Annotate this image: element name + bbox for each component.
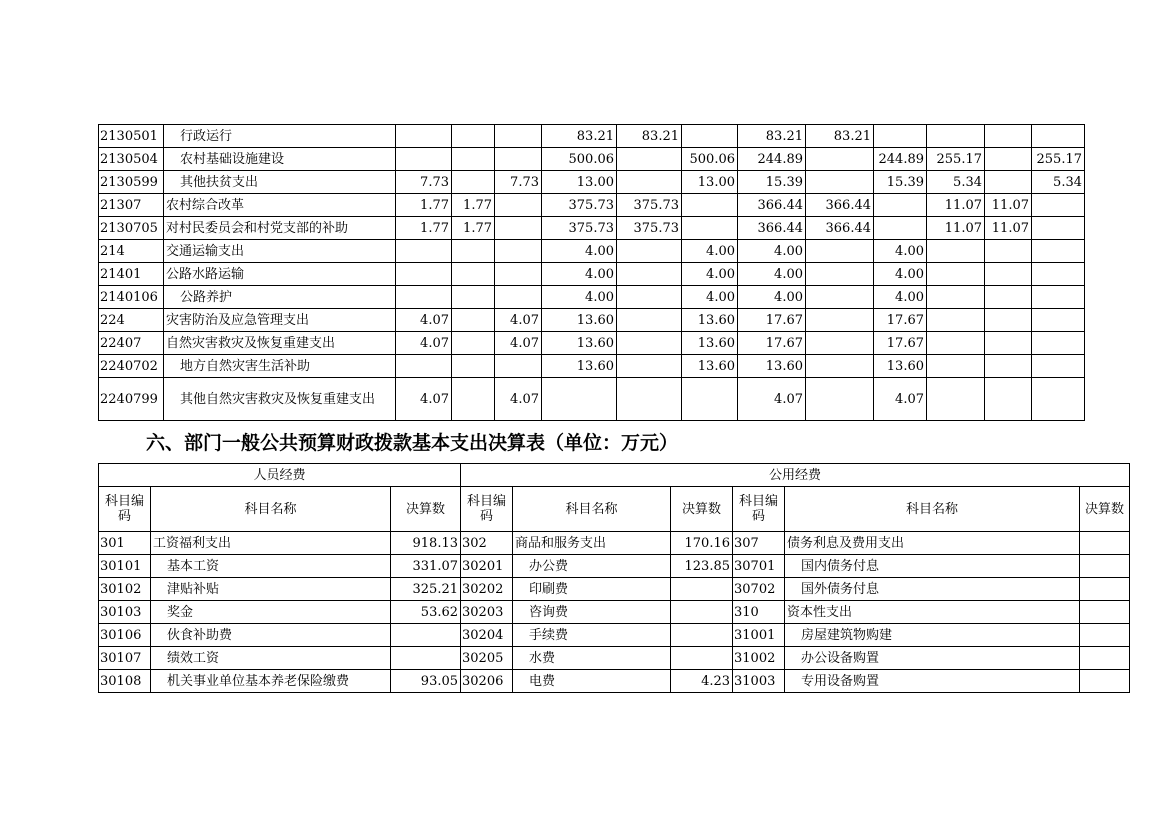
- col-name-header: 科目名称: [785, 487, 1080, 532]
- amount-cell: [927, 263, 985, 286]
- amount-cell: [495, 263, 542, 286]
- amount-cell: 1.77: [452, 217, 495, 240]
- amount-cell: [495, 125, 542, 148]
- amount-cell: [452, 263, 495, 286]
- table-row: [99, 217, 1135, 240]
- subject-name: 交通运输支出: [164, 240, 396, 263]
- table-row: [99, 601, 1130, 624]
- amount-cell: [985, 355, 1032, 378]
- amount-cell: 375.73: [542, 217, 617, 240]
- subject-name: 其他扶贫支出: [164, 171, 396, 194]
- subject-name: 国外债务付息: [785, 578, 1080, 601]
- col-code-header: 科目编码: [99, 487, 151, 532]
- amount-cell: 13.60: [682, 355, 738, 378]
- subject-name: 伙食补助费: [151, 624, 391, 647]
- amount-cell: [391, 647, 461, 670]
- amount-cell: [452, 125, 495, 148]
- amount-cell: 11.07: [985, 217, 1032, 240]
- subject-name: 印刷费: [513, 578, 671, 601]
- amount-cell: 375.73: [617, 217, 682, 240]
- amount-cell: [452, 171, 495, 194]
- amount-cell: [617, 332, 682, 355]
- amount-cell: [452, 148, 495, 171]
- subject-name: 商品和服务支出: [513, 532, 671, 555]
- subject-code: 30107: [99, 647, 151, 670]
- amount-cell: 255.17: [1032, 148, 1085, 171]
- amount-cell: [452, 309, 495, 332]
- subject-code: 31001: [733, 624, 785, 647]
- amount-cell: 4.00: [874, 240, 927, 263]
- amount-cell: 244.89: [738, 148, 806, 171]
- amount-cell: [671, 647, 733, 670]
- subject-name: 手续费: [513, 624, 671, 647]
- table-row: [99, 355, 1135, 378]
- amount-cell: 170.16: [671, 532, 733, 555]
- amount-cell: 500.06: [542, 148, 617, 171]
- amount-cell: 123.85: [671, 555, 733, 578]
- amount-cell: [1080, 647, 1130, 670]
- subject-name: 地方自然灾害生活补助: [164, 355, 396, 378]
- amount-cell: [1032, 125, 1085, 148]
- amount-cell: 53.62: [391, 601, 461, 624]
- table-row: [99, 532, 1130, 555]
- amount-cell: 4.07: [495, 309, 542, 332]
- amount-cell: [452, 378, 495, 421]
- amount-cell: 7.73: [396, 171, 452, 194]
- amount-cell: 15.39: [738, 171, 806, 194]
- subject-code: 30101: [99, 555, 151, 578]
- col-amount-header: 决算数: [671, 487, 733, 532]
- amount-cell: 4.07: [874, 378, 927, 421]
- amount-cell: 13.60: [542, 309, 617, 332]
- subject-name: 咨询费: [513, 601, 671, 624]
- amount-cell: 17.67: [738, 309, 806, 332]
- amount-cell: 13.60: [682, 332, 738, 355]
- amount-cell: 244.89: [874, 148, 927, 171]
- amount-cell: 4.07: [495, 332, 542, 355]
- subject-code: 30102: [99, 578, 151, 601]
- amount-cell: [806, 240, 874, 263]
- subject-name: 工资福利支出: [151, 532, 391, 555]
- amount-cell: 83.21: [542, 125, 617, 148]
- subject-code: 30701: [733, 555, 785, 578]
- subject-code: 307: [733, 532, 785, 555]
- amount-cell: [806, 148, 874, 171]
- amount-cell: [495, 355, 542, 378]
- subject-name: 资本性支出: [785, 601, 1080, 624]
- subject-name: 专用设备购置: [785, 670, 1080, 693]
- amount-cell: 13.60: [542, 332, 617, 355]
- subject-name: 对村民委员会和村党支部的补助: [164, 217, 396, 240]
- amount-cell: 93.05: [391, 670, 461, 693]
- amount-cell: 83.21: [806, 125, 874, 148]
- table-row: [99, 148, 1135, 171]
- amount-cell: 4.00: [682, 263, 738, 286]
- amount-cell: 13.00: [682, 171, 738, 194]
- amount-cell: 375.73: [542, 194, 617, 217]
- amount-cell: [874, 125, 927, 148]
- amount-cell: [1032, 240, 1085, 263]
- subject-name: 行政运行: [164, 125, 396, 148]
- subject-code: 302: [461, 532, 513, 555]
- subject-name: 奖金: [151, 601, 391, 624]
- amount-cell: [452, 286, 495, 309]
- amount-cell: 366.44: [806, 217, 874, 240]
- amount-cell: [495, 240, 542, 263]
- group-header-row: [99, 464, 1130, 487]
- table-row: [99, 378, 1135, 421]
- amount-cell: [874, 217, 927, 240]
- amount-cell: [1032, 263, 1085, 286]
- amount-cell: [396, 263, 452, 286]
- table-row: [99, 555, 1130, 578]
- table-row: [99, 286, 1135, 309]
- amount-cell: 4.07: [396, 309, 452, 332]
- amount-cell: [495, 217, 542, 240]
- subject-code: 30103: [99, 601, 151, 624]
- amount-cell: 325.21: [391, 578, 461, 601]
- amount-cell: [985, 309, 1032, 332]
- col-code-header: 科目编码: [733, 487, 785, 532]
- amount-cell: [617, 148, 682, 171]
- subject-name: 水费: [513, 647, 671, 670]
- subject-name: 办公设备购置: [785, 647, 1080, 670]
- subject-name: 津贴补贴: [151, 578, 391, 601]
- amount-cell: [617, 240, 682, 263]
- subject-name: 自然灾害救灾及恢复重建支出: [164, 332, 396, 355]
- subject-code: 31002: [733, 647, 785, 670]
- amount-cell: 500.06: [682, 148, 738, 171]
- col-amount-header: 决算数: [1080, 487, 1130, 532]
- amount-cell: [985, 240, 1032, 263]
- amount-cell: [985, 125, 1032, 148]
- amount-cell: [806, 332, 874, 355]
- amount-cell: 83.21: [738, 125, 806, 148]
- amount-cell: 11.07: [927, 217, 985, 240]
- amount-cell: [1080, 670, 1130, 693]
- subject-code: 22407: [99, 332, 164, 355]
- amount-cell: [1032, 378, 1085, 421]
- subject-name: 公路水路运输: [164, 263, 396, 286]
- amount-cell: [927, 332, 985, 355]
- subject-code: 21401: [99, 263, 164, 286]
- table-row: [99, 624, 1130, 647]
- subject-name: 农村综合改革: [164, 194, 396, 217]
- amount-cell: 1.77: [396, 217, 452, 240]
- amount-cell: 366.44: [738, 194, 806, 217]
- group-public-header: 公用经费: [461, 464, 1130, 487]
- amount-cell: 7.73: [495, 171, 542, 194]
- subject-code: 21307: [99, 194, 164, 217]
- amount-cell: [495, 194, 542, 217]
- basic-expenditure-body: [99, 464, 1130, 693]
- table-row: [99, 194, 1135, 217]
- amount-cell: [985, 171, 1032, 194]
- amount-cell: 918.13: [391, 532, 461, 555]
- amount-cell: 4.00: [738, 263, 806, 286]
- expenditure-detail-body: [99, 125, 1135, 421]
- amount-cell: [671, 578, 733, 601]
- amount-cell: 13.60: [682, 309, 738, 332]
- amount-cell: [985, 263, 1032, 286]
- amount-cell: 4.00: [682, 240, 738, 263]
- amount-cell: [1080, 601, 1130, 624]
- subject-code: 30108: [99, 670, 151, 693]
- amount-cell: [1032, 309, 1085, 332]
- amount-cell: [985, 286, 1032, 309]
- subject-code: 30202: [461, 578, 513, 601]
- subject-code: 31003: [733, 670, 785, 693]
- amount-cell: 4.07: [396, 332, 452, 355]
- amount-cell: 4.00: [542, 240, 617, 263]
- amount-cell: 255.17: [927, 148, 985, 171]
- amount-cell: [1032, 332, 1085, 355]
- col-amount-header: 决算数: [391, 487, 461, 532]
- amount-cell: 4.00: [738, 240, 806, 263]
- amount-cell: 4.00: [682, 286, 738, 309]
- amount-cell: [927, 378, 985, 421]
- subject-name: 其他自然灾害救灾及恢复重建支出: [164, 378, 396, 421]
- subject-code: 310: [733, 601, 785, 624]
- subject-name: 基本工资: [151, 555, 391, 578]
- subject-code: 30204: [461, 624, 513, 647]
- group-personnel-header: 人员经费: [99, 464, 461, 487]
- column-header-row: [99, 487, 1130, 532]
- amount-cell: [1080, 532, 1130, 555]
- subject-code: 2130501: [99, 125, 164, 148]
- amount-cell: [495, 148, 542, 171]
- amount-cell: [806, 309, 874, 332]
- subject-name: 办公费: [513, 555, 671, 578]
- amount-cell: [396, 125, 452, 148]
- table-row: [99, 240, 1135, 263]
- amount-cell: [1080, 578, 1130, 601]
- amount-cell: [396, 355, 452, 378]
- amount-cell: [1032, 355, 1085, 378]
- amount-cell: 17.67: [738, 332, 806, 355]
- amount-cell: [985, 148, 1032, 171]
- amount-cell: 4.07: [738, 378, 806, 421]
- amount-cell: [1032, 217, 1085, 240]
- subject-code: 214: [99, 240, 164, 263]
- amount-cell: [1032, 194, 1085, 217]
- expenditure-detail-table: [98, 124, 1135, 421]
- amount-cell: [927, 125, 985, 148]
- amount-cell: 13.60: [542, 355, 617, 378]
- amount-cell: [682, 194, 738, 217]
- subject-code: 30201: [461, 555, 513, 578]
- amount-cell: [1032, 286, 1085, 309]
- amount-cell: 5.34: [927, 171, 985, 194]
- amount-cell: 13.00: [542, 171, 617, 194]
- col-name-header: 科目名称: [513, 487, 671, 532]
- subject-code: 2140106: [99, 286, 164, 309]
- amount-cell: [927, 240, 985, 263]
- table-row: [99, 670, 1130, 693]
- amount-cell: 17.67: [874, 332, 927, 355]
- amount-cell: [452, 332, 495, 355]
- amount-cell: 13.60: [738, 355, 806, 378]
- amount-cell: 4.00: [874, 286, 927, 309]
- subject-name: 绩效工资: [151, 647, 391, 670]
- subject-code: 2130705: [99, 217, 164, 240]
- amount-cell: [806, 286, 874, 309]
- amount-cell: 1.77: [396, 194, 452, 217]
- subject-name: 农村基础设施建设: [164, 148, 396, 171]
- amount-cell: [874, 194, 927, 217]
- amount-cell: 83.21: [617, 125, 682, 148]
- amount-cell: [452, 240, 495, 263]
- amount-cell: [391, 624, 461, 647]
- subject-code: 30205: [461, 647, 513, 670]
- amount-cell: 15.39: [874, 171, 927, 194]
- amount-cell: 4.07: [396, 378, 452, 421]
- amount-cell: [617, 263, 682, 286]
- subject-code: 2130599: [99, 171, 164, 194]
- amount-cell: 11.07: [985, 194, 1032, 217]
- amount-cell: [617, 355, 682, 378]
- subject-name: 公路养护: [164, 286, 396, 309]
- subject-code: 2240702: [99, 355, 164, 378]
- table-row: [99, 332, 1135, 355]
- table-row: [99, 578, 1130, 601]
- amount-cell: 331.07: [391, 555, 461, 578]
- amount-cell: 4.00: [542, 263, 617, 286]
- table-row: [99, 647, 1130, 670]
- subject-name: 灾害防治及应急管理支出: [164, 309, 396, 332]
- amount-cell: 13.60: [874, 355, 927, 378]
- amount-cell: [985, 332, 1032, 355]
- amount-cell: [682, 217, 738, 240]
- subject-name: 房屋建筑物购建: [785, 624, 1080, 647]
- amount-cell: [682, 378, 738, 421]
- table-row: [99, 263, 1135, 286]
- amount-cell: [806, 355, 874, 378]
- amount-cell: [396, 286, 452, 309]
- subject-name: 债务利息及费用支出: [785, 532, 1080, 555]
- subject-code: 224: [99, 309, 164, 332]
- col-code-header: 科目编码: [461, 487, 513, 532]
- amount-cell: 4.07: [495, 378, 542, 421]
- subject-code: 2240799: [99, 378, 164, 421]
- amount-cell: [927, 286, 985, 309]
- amount-cell: [617, 309, 682, 332]
- amount-cell: [1080, 624, 1130, 647]
- amount-cell: [542, 378, 617, 421]
- amount-cell: [617, 378, 682, 421]
- amount-cell: [1080, 555, 1130, 578]
- amount-cell: [617, 171, 682, 194]
- table-row: [99, 125, 1135, 148]
- amount-cell: [927, 355, 985, 378]
- amount-cell: [495, 286, 542, 309]
- subject-name: 国内债务付息: [785, 555, 1080, 578]
- col-name-header: 科目名称: [151, 487, 391, 532]
- amount-cell: [671, 601, 733, 624]
- subject-code: 30206: [461, 670, 513, 693]
- subject-code: 30702: [733, 578, 785, 601]
- subject-code: 2130504: [99, 148, 164, 171]
- amount-cell: 366.44: [806, 194, 874, 217]
- amount-cell: [927, 309, 985, 332]
- amount-cell: 4.00: [738, 286, 806, 309]
- amount-cell: 375.73: [617, 194, 682, 217]
- amount-cell: [396, 148, 452, 171]
- amount-cell: [396, 240, 452, 263]
- table-row: [99, 309, 1135, 332]
- subject-code: 30203: [461, 601, 513, 624]
- amount-cell: [806, 378, 874, 421]
- subject-code: 30106: [99, 624, 151, 647]
- amount-cell: 1.77: [452, 194, 495, 217]
- amount-cell: 4.00: [874, 263, 927, 286]
- amount-cell: [806, 263, 874, 286]
- amount-cell: [985, 378, 1032, 421]
- section-title: 六、部门一般公共预算财政拨款基本支出决算表（单位：万元）: [146, 432, 679, 454]
- table-row: [99, 171, 1135, 194]
- subject-name: 电费: [513, 670, 671, 693]
- basic-expenditure-table: [98, 463, 1130, 693]
- amount-cell: [806, 171, 874, 194]
- amount-cell: [682, 125, 738, 148]
- amount-cell: 4.00: [542, 286, 617, 309]
- amount-cell: 366.44: [738, 217, 806, 240]
- amount-cell: 5.34: [1032, 171, 1085, 194]
- subject-name: 机关事业单位基本养老保险缴费: [151, 670, 391, 693]
- amount-cell: [617, 286, 682, 309]
- amount-cell: [671, 624, 733, 647]
- amount-cell: 17.67: [874, 309, 927, 332]
- amount-cell: 11.07: [927, 194, 985, 217]
- subject-code: 301: [99, 532, 151, 555]
- amount-cell: [452, 355, 495, 378]
- amount-cell: 4.23: [671, 670, 733, 693]
